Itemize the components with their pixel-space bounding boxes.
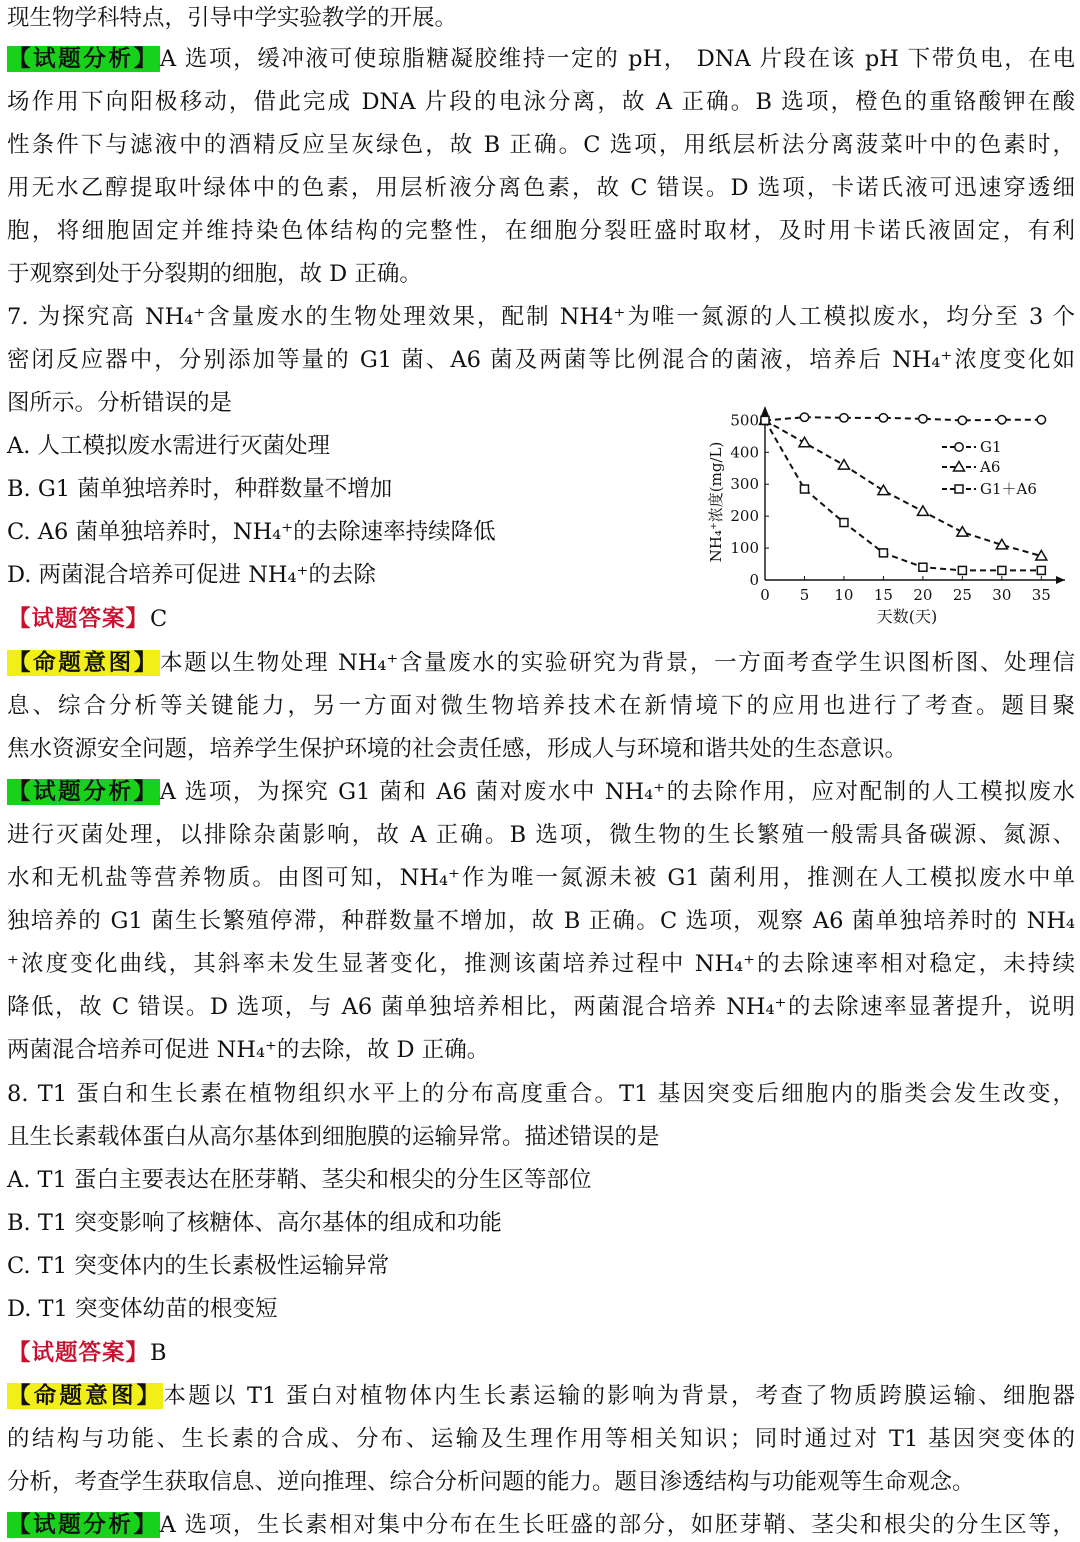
text-line	[7, 777, 1075, 807]
text-line	[7, 259, 1075, 289]
line-text: 图所示。分析错误的是	[7, 390, 233, 416]
line-text: B	[150, 1340, 167, 1366]
section-tag: 【命题意图】	[8, 1383, 163, 1409]
text-line	[7, 863, 1075, 893]
text-line	[7, 1035, 1075, 1065]
line-text: B. T1 突变影响了核糖体、高尔基体的组成和功能	[7, 1210, 502, 1236]
line-text: B. G1 菌单独培养时，种群数量不增加	[7, 476, 393, 502]
text-line	[7, 517, 647, 547]
line-text: C. T1 突变体内的生长素极性运输异常	[7, 1253, 390, 1279]
line-text: 独培养的 G1 菌生长繁殖停滞，种群数量不增加，故 B 正确。C 选项，观察 A6 菌单独培养时的 NH₄	[7, 908, 1075, 934]
data-point-triangle	[799, 437, 810, 447]
data-point-square	[998, 566, 1006, 574]
section-tag: 【试题答案】	[8, 1340, 150, 1366]
line-text: ⁺浓度变化曲线，其斜率未发生显著变化，推测该菌培养过程中 NH₄⁺的去除速率相对稳定，未持续	[7, 951, 1075, 977]
data-point-triangle	[838, 460, 849, 469]
section-tag: 【命题意图】	[8, 650, 160, 676]
text-line	[7, 431, 647, 461]
text-line	[7, 648, 1075, 678]
y-tick-label: 100	[730, 539, 759, 558]
text-line	[7, 906, 1075, 936]
data-point-square	[919, 563, 927, 571]
x-tick-label: 5	[799, 586, 810, 604]
line-text: 息、综合分析等关键能力，另一方面对微生物培养技术在新情境下的应用也进行了考查。题目聚	[7, 693, 1075, 719]
section-tag: 【试题分析】	[8, 46, 159, 72]
text-line	[7, 820, 1075, 850]
text-line	[7, 1467, 1075, 1497]
data-point-circle	[1037, 416, 1045, 424]
text-line	[7, 691, 1075, 721]
data-point-circle	[919, 415, 927, 423]
line-text: 降低，故 C 错误。D 选项，与 A6 菌单独培养相比，两菌混合培养 NH₄⁺的去除速率显著提升，说明	[7, 994, 1075, 1020]
line-text: 胞，将细胞固定并维持染色体结构的完整性，在细胞分裂旺盛时取材，及时用卡诺氏液固定，有利	[7, 218, 1075, 244]
text-line	[7, 1510, 1075, 1540]
line-text: 水和无机盐等营养物质。由图可知，NH₄⁺作为唯一氮源未被 G1 菌利用，推测在人工模拟废水中单	[7, 865, 1075, 891]
line-text: A. T1 蛋白主要表达在胚芽鞘、茎尖和根尖的分生区等部位	[7, 1167, 592, 1193]
legend-marker-square	[955, 485, 963, 493]
text-line	[7, 734, 1075, 764]
x-tick-label: 25	[952, 586, 972, 604]
data-point-circle	[879, 414, 887, 422]
y-tick-label: 400	[730, 443, 759, 462]
text-line	[7, 87, 1075, 117]
y-axis-label: NH₄⁺浓度(mg/L)	[707, 441, 725, 563]
line-text: C	[150, 606, 168, 632]
data-point-square	[958, 566, 966, 574]
line-text: 进行灭菌处理，以排除杂菌影响，故 A 正确。B 选项，微生物的生长繁殖一般需具备碳源、氮源、	[7, 822, 1075, 848]
data-point-triangle	[957, 527, 968, 537]
line-text: D. T1 突变体幼苗的根变短	[7, 1296, 278, 1322]
data-point-square	[800, 485, 808, 493]
x-tick-label: 0	[760, 586, 770, 604]
y-tick-label: 500	[730, 411, 759, 430]
data-point-square	[840, 519, 848, 527]
data-point-square	[761, 416, 769, 424]
text-line	[7, 1294, 1075, 1324]
text-line	[7, 345, 1075, 375]
data-point-square	[1037, 566, 1045, 574]
x-axis-label: 天数(天)	[876, 607, 938, 626]
text-line	[7, 992, 1075, 1022]
line-text: 用无水乙醇提取叶绿体中的色素，用层析液分离色素，故 C 错误。D 选项，卡诺氏液可迅速穿透细	[7, 175, 1075, 201]
nh4-concentration-chart	[700, 404, 1075, 636]
legend-marker-circle	[955, 443, 963, 451]
text-line	[7, 1165, 1075, 1195]
legend-label: G1	[980, 438, 1002, 456]
x-tick-label: 20	[913, 586, 933, 604]
legend-label: A6	[980, 458, 1001, 476]
text-line	[7, 1079, 1075, 1109]
line-text: 本题以生物处理 NH₄⁺含量废水的实验研究为背景，一方面考查学生识图析图、处理信	[160, 650, 1075, 676]
data-point-triangle	[878, 485, 889, 495]
section-tag: 【试题分析】	[8, 1512, 159, 1538]
x-tick-label: 15	[873, 586, 893, 604]
line-text: 焦水资源安全问题，培养学生保护环境的社会责任感，形成人与环境和谐共处的生态意识。	[7, 736, 908, 762]
data-point-triangle	[917, 506, 928, 515]
text-line	[7, 130, 1075, 160]
line-text: 且生长素载体蛋白从高尔基体到细胞膜的运输异常。描述错误的是	[7, 1124, 660, 1150]
y-tick-label: 300	[730, 475, 759, 494]
text-line	[7, 1338, 1075, 1368]
text-line	[7, 173, 1075, 203]
legend-label: G1＋A6	[980, 480, 1037, 498]
line-text: A 选项，为探究 G1 菌和 A6 菌对废水中 NH₄⁺的去除作用，应对配制的人工模拟废水	[159, 779, 1075, 805]
text-line	[7, 474, 647, 504]
line-text: 密闭反应器中，分别添加等量的 G1 菌、A6 菌及两菌等比例混合的菌液，培养后 NH₄⁺浓度变化如	[7, 347, 1075, 373]
text-line	[7, 1381, 1075, 1411]
text-line	[7, 1122, 1075, 1152]
data-point-circle	[998, 416, 1006, 424]
line-text: 场作用下向阳极移动，借此完成 DNA 片段的电泳分离，故 A 正确。B 选项，橙色的重铬酸钾在酸	[7, 89, 1075, 115]
line-text: A 选项，生长素相对集中分布在生长旺盛的部分，如胚芽鞘、茎尖和根尖的分生区等，	[159, 1512, 1075, 1538]
line-text: C. A6 菌单独培养时，NH₄⁺的去除速率持续降低	[7, 519, 496, 545]
section-tag: 【试题答案】	[8, 606, 150, 632]
y-tick-label: 0	[749, 571, 759, 589]
y-tick-label: 200	[730, 507, 759, 526]
line-text: 7. 为探究高 NH₄⁺含量废水的生物处理效果，配制 NH4⁺为唯一氮源的人工模拟废水，均分至 3 个	[7, 304, 1075, 330]
line-text: 8. T1 蛋白和生长素在植物组织水平上的分布高度重合。T1 基因突变后细胞内的脂类会发生改变，	[7, 1081, 1075, 1107]
data-point-square	[879, 549, 887, 557]
line-text: D. 两菌混合培养可促进 NH₄⁺的去除	[7, 562, 376, 588]
text-line	[7, 560, 647, 590]
text-line	[7, 44, 1075, 74]
text-line	[7, 1251, 1075, 1281]
section-tag: 【试题分析】	[8, 779, 159, 805]
text-line	[7, 949, 1075, 979]
text-line	[7, 1424, 1075, 1454]
x-tick-label: 30	[992, 586, 1012, 604]
line-text: 性条件下与滤液中的酒精反应呈灰绿色，故 B 正确。C 选项，用纸层析法分离菠菜叶中的色素时，	[7, 132, 1075, 158]
text-line	[7, 302, 1075, 332]
x-tick-label: 10	[834, 586, 854, 604]
line-text: 两菌混合培养可促进 NH₄⁺的去除，故 D 正确。	[7, 1037, 490, 1063]
data-point-circle	[800, 413, 808, 421]
x-tick-label: 35	[1031, 586, 1051, 604]
line-text: 于观察到处于分裂期的细胞，故 D 正确。	[7, 261, 422, 287]
text-line	[7, 216, 1075, 246]
text-line	[7, 1208, 1075, 1238]
line-text: 的结构与功能、生长素的合成、分布、运输及生理作用等相关知识；同时通过对 T1 基因突变体的	[7, 1426, 1075, 1452]
data-point-circle	[840, 414, 848, 422]
text-line	[7, 3, 1075, 33]
line-text: 本题以 T1 蛋白对植物体内生长素运输的影响为背景，考查了物质跨膜运输、细胞器	[163, 1383, 1075, 1409]
data-point-circle	[958, 416, 966, 424]
line-text: A. 人工模拟废水需进行灭菌处理	[7, 433, 331, 459]
x-axis-arrow	[1056, 576, 1065, 584]
line-text: 现生物学科特点，引导中学实验教学的开展。	[7, 5, 458, 31]
line-text: A 选项，缓冲液可使琼脂糖凝胶维持一定的 pH， DNA 片段在该 pH 下带负电，在电	[159, 46, 1075, 72]
line-text: 分析，考查学生获取信息、逆向推理、综合分析问题的能力。题目渗透结构与功能观等生命观念。	[7, 1469, 975, 1495]
